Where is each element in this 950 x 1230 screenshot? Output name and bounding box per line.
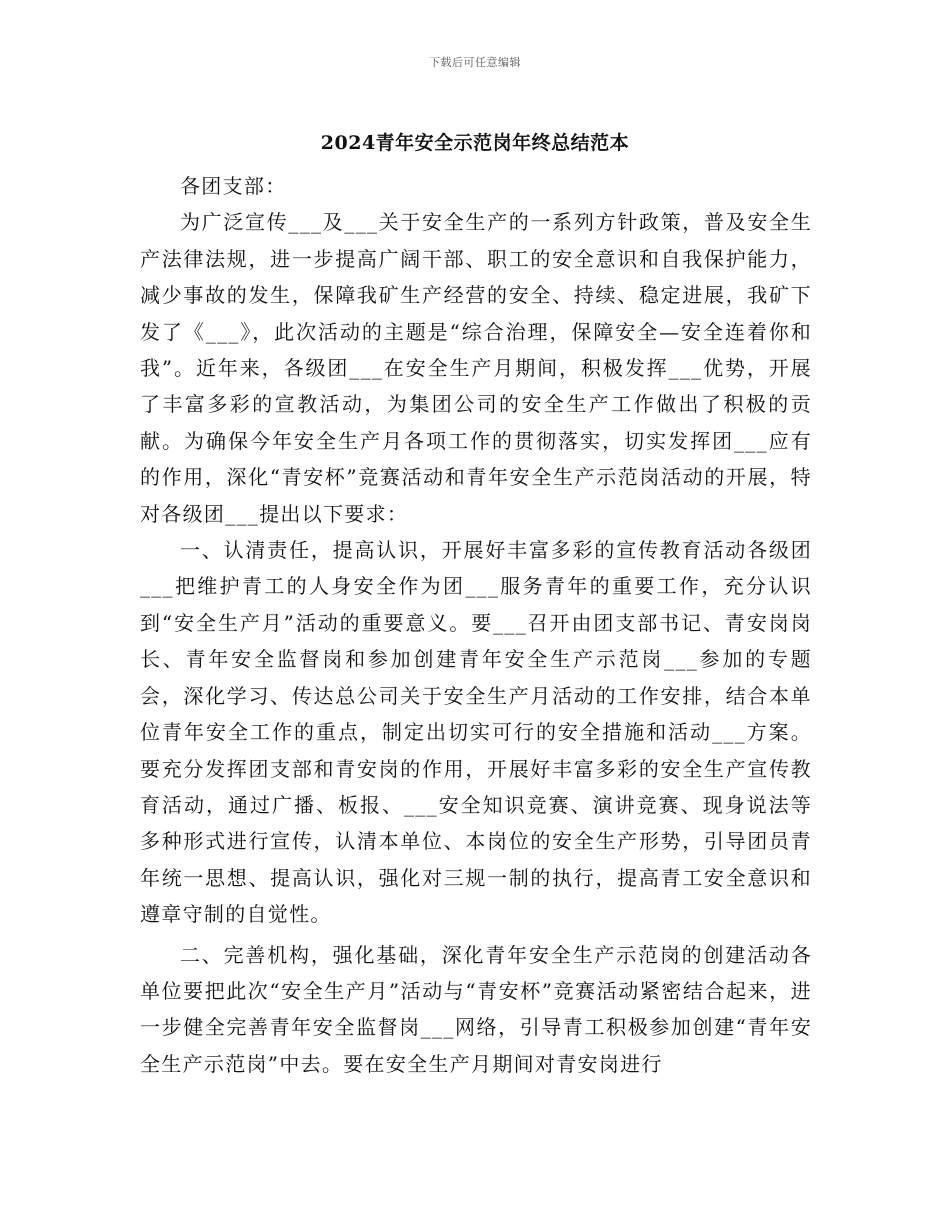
greeting: 各团支部：: [180, 174, 287, 198]
document-body: [140, 168, 812, 1082]
document-title: 2024青年安全示范岗年终总结范本: [320, 132, 630, 154]
paragraph-section-two: 二、完善机构，强化基础，深化青年安全生产示范岗的创建活动各单位要把此次“安全生产月”活动与“青安杯”竞赛活动紧密结合起来，进一步健全完善青年安全监督岗___网络，引导青工积极参加创建“青年安全生产示范岗”中去。要在安全生产月期间对青安岗进行: [140, 942, 812, 1076]
header-note: 下载后可任意编辑: [429, 56, 521, 69]
paragraph-intro: 为广泛宣传___及___关于安全生产的一系列方针政策，普及安全生产法律法规，进一步提高广阔干部、职工的安全意识和自我保护能力，减少事故的发生，保障我矿生产经营的安全、持续、稳定进展，我矿下发了《___》，此次活动的主题是“综合治理，保障安全—安全连着你和我”。近年来，各级团___在安全生产月期间，积极发挥___优势，开展了丰富多彩的宣教活动，为集团公司的安全生产工作做出了积极的贡献。为确保今年安全生产月各项工作的贯彻落实，切实发挥团___应有的作用，深化“青安杯”竞赛活动和青年安全生产示范岗活动的开展，特对各级团___提出以下要求：: [140, 210, 812, 526]
paragraph-section-one: 一、认清责任，提高认识，开展好丰富多彩的宣传教育活动各级团___把维护青工的人身安全作为团___服务青年的重要工作，充分认识到“安全生产月”活动的重要意义。要___召开由团支部书记、青安岗岗长、青年安全监督岗和参加创建青年安全生产示范岗___参加的专题会，深化学习、传达总公司关于安全生产月活动的工作安排，结合本单位青年安全工作的重点，制定出切实可行的安全措施和活动___方案。要充分发挥团支部和青安岗的作用，开展好丰富多彩的安全生产宣传教育活动，通过广播、板报、___安全知识竞赛、演讲竞赛、现身说法等多种形式进行宣传，认清本单位、本岗位的安全生产形势，引导团员青年统一思想、提高认识，强化对三规一制的执行，提高青工安全意识和遵章守制的自觉性。: [140, 538, 812, 927]
